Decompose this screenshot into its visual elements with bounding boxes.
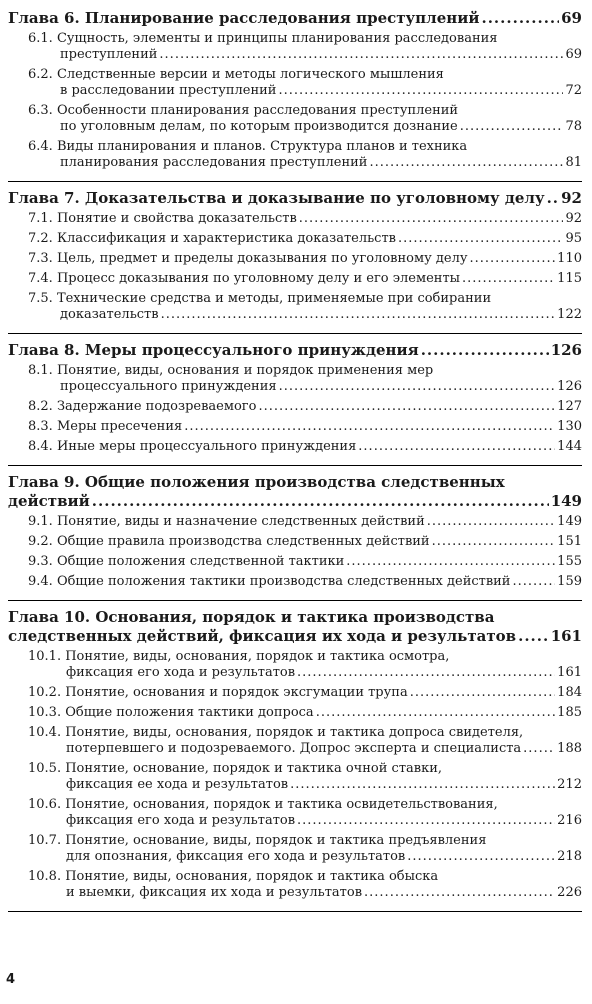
entry-page-number: 149 bbox=[557, 514, 582, 529]
toc-entry bbox=[8, 251, 582, 267]
toc-chapter bbox=[8, 605, 582, 912]
toc-entry bbox=[8, 271, 582, 287]
dot-leader bbox=[398, 231, 563, 247]
chapter-title bbox=[8, 341, 582, 360]
dot-leader bbox=[358, 439, 555, 455]
entry-text: фиксация его хода и результатов bbox=[66, 665, 296, 680]
entry-text: 7.5. Технические средства и методы, применяемые при собирании bbox=[28, 291, 492, 306]
dot-leader bbox=[410, 685, 555, 701]
dot-leader bbox=[297, 813, 555, 829]
dot-leader bbox=[279, 379, 556, 395]
entry-text: 10.2. Понятие, основания и порядок эксгумации трупа bbox=[28, 685, 408, 700]
entry-page-number: 188 bbox=[557, 741, 582, 756]
dot-leader bbox=[421, 341, 549, 360]
entry-text: 9.2. Общие правила производства следственных действий bbox=[28, 534, 430, 549]
dot-leader bbox=[364, 885, 555, 901]
entry-page-number: 151 bbox=[557, 534, 582, 549]
chapter-title bbox=[8, 473, 582, 511]
entry-text: 10.1. Понятие, виды, основания, порядок и тактика осмотра, bbox=[28, 649, 450, 664]
entry-text: 10.6. Понятие, основания, порядок и тактика освидетельствования, bbox=[28, 797, 498, 812]
entry-text: 6.3. Особенности планирования расследования преступлений bbox=[28, 103, 459, 118]
toc-chapter bbox=[8, 186, 582, 334]
entry-text: 10.4. Понятие, виды, основания, порядок и тактика допроса свидетеля, bbox=[28, 725, 524, 740]
dot-leader bbox=[432, 534, 556, 550]
entry-text: преступлений bbox=[60, 47, 158, 62]
toc-entry bbox=[8, 67, 582, 99]
entry-page-number: 155 bbox=[557, 554, 582, 569]
toc-entry bbox=[8, 399, 582, 415]
entry-text: 8.2. Задержание подозреваемого bbox=[28, 399, 257, 414]
toc-entry bbox=[8, 439, 582, 455]
entry-text: 7.4. Процесс доказывания по уголовному делу и его элементы bbox=[28, 271, 460, 286]
entry-page-number: 161 bbox=[557, 665, 582, 680]
toc-entry bbox=[8, 797, 582, 829]
entry-text: 10.8. Понятие, виды, основания, порядок и тактика обыска bbox=[28, 869, 439, 884]
entry-page-number: 218 bbox=[557, 849, 582, 864]
entry-text: 9.4. Общие положения тактики производства следственных действий bbox=[28, 574, 511, 589]
toc-entry bbox=[8, 31, 582, 63]
chapter-title-text: Глава 10. Основания, порядок и тактика производства bbox=[8, 608, 495, 626]
dot-leader bbox=[547, 189, 560, 208]
entry-text: 8.1. Понятие, виды, основания и порядок применения мер bbox=[28, 363, 434, 378]
chapter-title-text: Глава 9. Общие положения производства следственных bbox=[8, 473, 505, 491]
entry-page-number: 126 bbox=[557, 379, 582, 394]
chapter-title-text: действий bbox=[8, 492, 90, 510]
chapter-title-text: следственных действий, фиксация их хода и результатов bbox=[8, 627, 517, 645]
dot-leader bbox=[460, 119, 564, 135]
entry-page-number: 226 bbox=[557, 885, 582, 900]
chapter-title bbox=[8, 9, 582, 28]
dot-leader bbox=[369, 155, 563, 171]
entry-page-number: 127 bbox=[557, 399, 582, 414]
entry-text: 7.3. Цель, предмет и пределы доказывания по уголовному делу bbox=[28, 251, 468, 266]
entry-text: 9.1. Понятие, виды и назначение следственных действий bbox=[28, 514, 425, 529]
entry-text: потерпевшего и подозреваемого. Допрос эксперта и специалиста bbox=[66, 741, 522, 756]
entry-page-number: 184 bbox=[557, 685, 582, 700]
dot-leader bbox=[407, 849, 555, 865]
entry-text: 6.2. Следственные версии и методы логического мышления bbox=[28, 67, 444, 82]
chapter-title-text: Глава 7. Доказательства и доказывание по уголовному делу bbox=[8, 189, 545, 207]
entry-page-number: 159 bbox=[557, 574, 582, 589]
dot-leader bbox=[512, 574, 555, 590]
toc-entry bbox=[8, 514, 582, 530]
toc-entry bbox=[8, 649, 582, 681]
dot-leader bbox=[469, 251, 555, 267]
toc-chapter bbox=[8, 6, 582, 182]
entry-text: фиксация ее хода и результатов bbox=[66, 777, 289, 792]
dot-leader bbox=[290, 777, 555, 793]
dot-leader bbox=[518, 627, 549, 646]
dot-leader bbox=[184, 419, 555, 435]
chapter-page-number: 126 bbox=[550, 341, 582, 359]
entry-page-number: 122 bbox=[557, 307, 582, 322]
toc-chapter bbox=[8, 338, 582, 466]
chapter-title bbox=[8, 189, 582, 208]
entry-page-number: 115 bbox=[557, 271, 582, 286]
entry-page-number: 144 bbox=[557, 439, 582, 454]
entry-text: 6.4. Виды планирования и планов. Структура планов и техника bbox=[28, 139, 468, 154]
toc-entry bbox=[8, 705, 582, 721]
toc-entry bbox=[8, 833, 582, 865]
dot-leader bbox=[278, 83, 563, 99]
page-number: 4 bbox=[6, 972, 16, 987]
entry-text: 10.7. Понятие, основание, виды, порядок и тактика предъявления bbox=[28, 833, 487, 848]
entry-text: 8.4. Иные меры процессуального принуждения bbox=[28, 439, 357, 454]
entry-text: процессуального принуждения bbox=[60, 379, 277, 394]
entry-text: для опознания, фиксация его хода и результатов bbox=[66, 849, 406, 864]
entry-page-number: 78 bbox=[565, 119, 582, 134]
entry-text: планирования расследования преступлений bbox=[60, 155, 368, 170]
toc-chapter bbox=[8, 470, 582, 601]
entry-text: 6.1. Сущность, элементы и принципы планирования расследования bbox=[28, 31, 498, 46]
entry-text: 9.3. Общие положения следственной тактики bbox=[28, 554, 345, 569]
entry-page-number: 216 bbox=[557, 813, 582, 828]
entry-text: доказательств bbox=[60, 307, 159, 322]
toc-entry bbox=[8, 869, 582, 901]
toc-entry bbox=[8, 211, 582, 227]
entry-page-number: 69 bbox=[565, 47, 582, 62]
dot-leader bbox=[161, 307, 556, 323]
toc-entry bbox=[8, 231, 582, 247]
dot-leader bbox=[258, 399, 555, 415]
entry-page-number: 72 bbox=[565, 83, 582, 98]
entry-page-number: 95 bbox=[565, 231, 582, 246]
entry-text: и выемки, фиксация их хода и результатов bbox=[66, 885, 363, 900]
toc-entry bbox=[8, 103, 582, 135]
chapter-page-number: 161 bbox=[550, 627, 582, 645]
toc-entry bbox=[8, 725, 582, 757]
entry-page-number: 92 bbox=[565, 211, 582, 226]
chapter-page-number: 69 bbox=[561, 9, 582, 27]
dot-leader bbox=[346, 554, 555, 570]
entry-page-number: 212 bbox=[557, 777, 582, 792]
table-of-contents bbox=[8, 6, 582, 912]
dot-leader bbox=[297, 665, 555, 681]
entry-page-number: 130 bbox=[557, 419, 582, 434]
dot-leader bbox=[481, 9, 559, 28]
dot-leader bbox=[316, 705, 555, 721]
chapter-title-text: Глава 8. Меры процессуального принуждения bbox=[8, 341, 419, 359]
toc-entry bbox=[8, 554, 582, 570]
entry-page-number: 185 bbox=[557, 705, 582, 720]
entry-text: 8.3. Меры пресечения bbox=[28, 419, 183, 434]
entry-text: фиксация его хода и результатов bbox=[66, 813, 296, 828]
entry-page-number: 110 bbox=[557, 251, 582, 266]
dot-leader bbox=[159, 47, 563, 63]
dot-leader bbox=[427, 514, 555, 530]
chapter-page-number: 149 bbox=[550, 492, 582, 510]
chapter-page-number: 92 bbox=[561, 189, 582, 207]
toc-entry bbox=[8, 574, 582, 590]
toc-entry bbox=[8, 291, 582, 323]
toc-entry bbox=[8, 139, 582, 171]
toc-entry bbox=[8, 761, 582, 793]
entry-text: в расследовании преступлений bbox=[60, 83, 277, 98]
entry-text: 10.5. Понятие, основание, порядок и тактика очной ставки, bbox=[28, 761, 443, 776]
toc-entry bbox=[8, 685, 582, 701]
entry-text: 10.3. Общие положения тактики допроса bbox=[28, 705, 314, 720]
toc-entry bbox=[8, 363, 582, 395]
entry-text: по уголовным делам, по которым производится дознание bbox=[60, 119, 458, 134]
dot-leader bbox=[523, 741, 555, 757]
toc-entry bbox=[8, 534, 582, 550]
chapter-title bbox=[8, 608, 582, 646]
entry-text: 7.1. Понятие и свойства доказательств bbox=[28, 211, 297, 226]
dot-leader bbox=[299, 211, 564, 227]
toc-entry bbox=[8, 419, 582, 435]
entry-text: 7.2. Классификация и характеристика доказательств bbox=[28, 231, 396, 246]
dot-leader bbox=[462, 271, 555, 287]
entry-page-number: 81 bbox=[565, 155, 582, 170]
dot-leader bbox=[92, 492, 549, 511]
chapter-title-text: Глава 6. Планирование расследования преступлений bbox=[8, 9, 480, 27]
